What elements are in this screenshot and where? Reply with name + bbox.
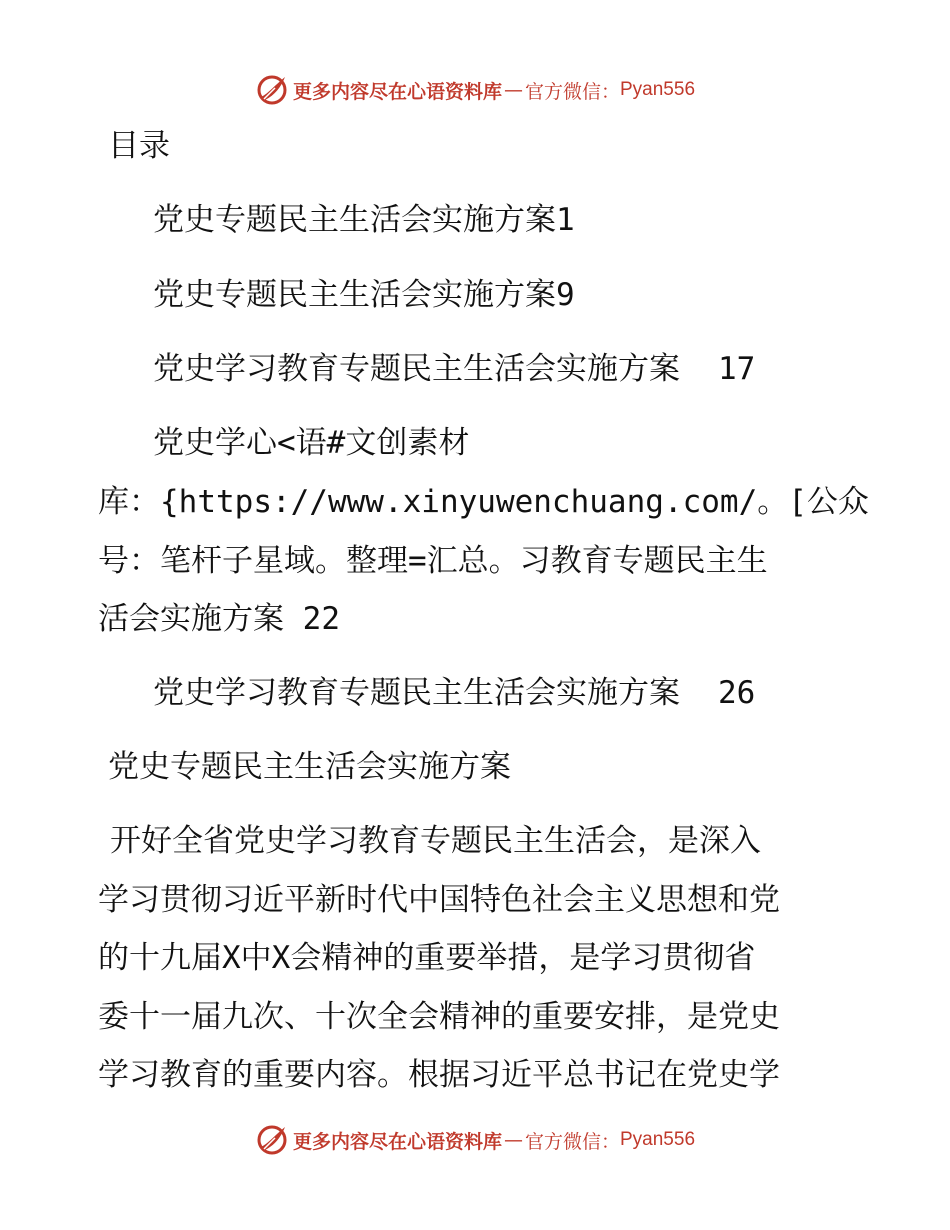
toc-item-text: 党史专题民主生活会实施方案 [153, 277, 556, 313]
quill-logo-icon [255, 73, 289, 107]
paragraph-line: 的十九届X中X会精神的重要举措，是学习贯彻省 [98, 940, 756, 976]
paragraph-line: 学习贯彻习近平新时代中国特色社会主义思想和党 [98, 882, 780, 918]
paragraph-line: 学习教育的重要内容。根据习近平总书记在党史学 [98, 1057, 780, 1093]
toc-item-page: 26 [718, 675, 756, 711]
toc-item-text: 党史专题民主生活会实施方案 [153, 202, 556, 238]
banner-brand-text: 更多内容尽在心语资料库 [292, 1130, 502, 1153]
toc-title: 目录 [108, 128, 170, 164]
toc-item[interactable] [153, 275, 575, 315]
banner-dash: — [503, 79, 523, 101]
toc-item-line[interactable]: 党史学心<语#文创素材 [153, 425, 470, 461]
toc-item-page: 1 [556, 202, 575, 238]
banner-account: Pyan556 [620, 1129, 696, 1150]
paragraph-line: 开好全省党史学习教育专题民主生活会，是深入 [110, 823, 761, 859]
toc-item-line[interactable]: 库：{https://www.xinyuwenchuang.com/。[公众 [98, 484, 869, 520]
toc-item-page: 9 [556, 277, 575, 313]
quill-logo-icon [255, 1123, 289, 1157]
paragraph-line: 委十一届九次、十次全会精神的重要安排，是党史 [98, 999, 780, 1035]
toc-item-line[interactable]: 号：笔杆子星域。整理=汇总。习教育专题民主生 [98, 543, 768, 579]
footer-banner [0, 1120, 950, 1160]
banner-official-label: 官方微信： [524, 80, 620, 103]
banner-account: Pyan556 [620, 79, 696, 100]
banner-dash: — [503, 1129, 523, 1151]
toc-item[interactable] [153, 349, 755, 389]
toc-item-line[interactable]: 活会实施方案 22 [98, 601, 340, 637]
toc-item-text: 党史学习教育专题民主生活会实施方案 [153, 675, 680, 711]
toc-item[interactable] [153, 200, 575, 240]
banner-official-label: 官方微信： [524, 1130, 620, 1153]
header-banner [0, 70, 950, 110]
document-title: 党史专题民主生活会实施方案 [108, 749, 511, 785]
toc-item-text: 党史学习教育专题民主生活会实施方案 [153, 351, 680, 387]
banner-brand-text: 更多内容尽在心语资料库 [292, 80, 502, 103]
toc-item-page: 17 [718, 351, 756, 387]
toc-item[interactable] [153, 673, 755, 713]
